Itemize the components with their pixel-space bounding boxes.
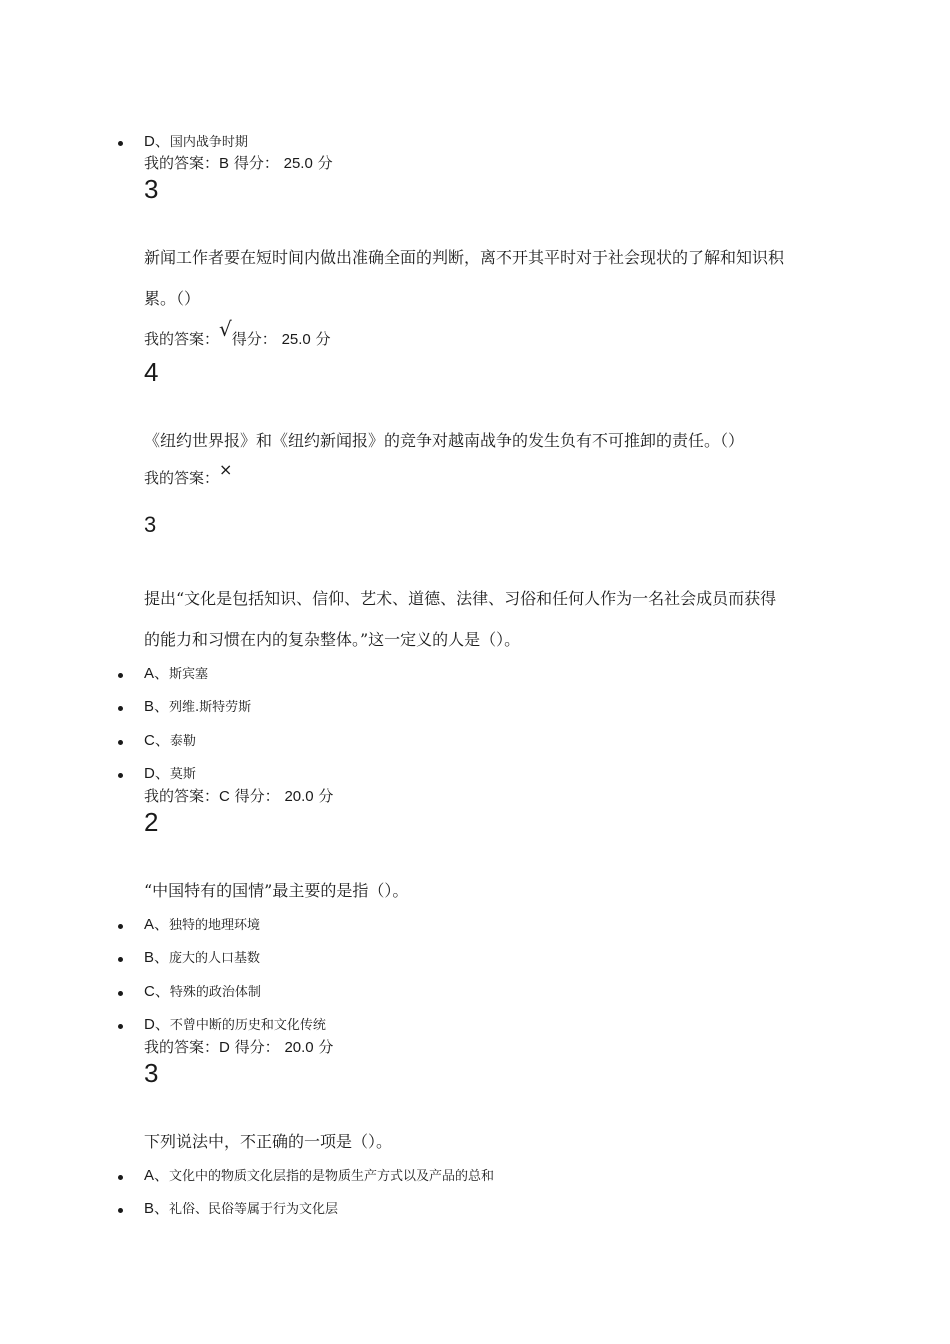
option-letter: D、 [144,1016,170,1033]
option-d [144,1013,326,1034]
score-value: 25.0 [283,155,313,172]
option-letter: D、 [144,133,170,150]
option-text: 礼俗、民俗等属于行为文化层 [169,1202,339,1217]
option-b [144,695,251,716]
score-label: 得分： [233,154,279,172]
option-letter: B、 [144,1200,170,1217]
list-bullet [118,957,123,962]
score-label: 得分： [231,330,277,348]
option-text: 斯宾塞 [169,667,209,682]
option-letter: B、 [144,949,170,966]
answer-value: D [219,1039,230,1056]
option-text: 列维.斯特劳斯 [169,700,252,715]
check-mark-icon: √ [219,317,232,341]
score-unit: 分 [318,787,334,805]
list-bullet [118,924,123,929]
question-text: 《纽约世界报》和《纽约新闻报》的竞争对越南战争的发生负有不可推卸的责任。（） [144,431,745,450]
question-number: 3 [144,512,157,537]
score-label: 得分： [234,1038,280,1056]
score-value: 25.0 [281,331,311,348]
list-bullet [118,773,123,778]
list-bullet [118,706,123,711]
answer-label: 我的答案： [144,1038,220,1056]
answer-label: 我的答案： [144,154,220,172]
list-bullet [118,673,123,678]
answer-line [144,317,331,349]
question-text: 累。（） [144,289,201,308]
option-letter: C、 [144,983,170,1000]
cross-mark-icon: × [219,460,233,479]
question-text: “中国特有的国情”最主要的是指（）。 [144,881,409,900]
option-a [144,662,208,683]
score-label: 得分： [234,787,280,805]
option-letter: C、 [144,732,170,749]
score-value: 20.0 [284,1039,314,1056]
option-text: 独特的地理环境 [169,918,261,933]
option-text: 泰勒 [169,734,196,749]
answer-line [144,460,233,488]
answer-value: C [219,788,230,805]
list-bullet [118,1175,123,1180]
question-text: 新闻工作者要在短时间内做出准确全面的判断，离不开其平时对于社会现状的了解和知识积 [144,248,785,267]
score-unit: 分 [315,330,331,348]
score-unit: 分 [317,154,333,172]
option-letter: A、 [144,665,170,682]
option-letter: D、 [144,765,170,782]
option-a [144,1164,494,1185]
answer-line [144,152,333,173]
option-text: 国内战争时期 [169,135,248,150]
option-text: 庞大的人口基数 [169,951,261,966]
answer-value: B [219,155,230,172]
question-number: 4 [144,357,159,387]
answer-line [144,1036,333,1057]
score-value: 20.0 [284,788,314,805]
option-d [144,130,248,151]
list-bullet [118,141,123,146]
option-text: 特殊的政治体制 [169,985,261,1000]
answer-label: 我的答案： [144,787,220,805]
answer-label: 我的答案： [144,330,220,348]
option-text: 莫斯 [169,767,196,782]
question-text: 提出“文化是包括知识、信仰、艺术、道德、法律、习俗和任何人作为一名社会成员而获得 [144,589,777,608]
option-letter: A、 [144,1167,170,1184]
answer-line [144,785,333,806]
option-a [144,913,260,934]
option-letter: B、 [144,698,170,715]
answer-label: 我的答案： [144,469,220,487]
option-c [144,980,261,1001]
option-b [144,946,260,967]
question-text: 下列说法中，不正确的一项是（）。 [144,1132,393,1151]
question-number: 2 [144,807,159,837]
question-number: 3 [144,1058,159,1088]
option-b [144,1197,338,1218]
option-text: 不曾中断的历史和文化传统 [169,1018,326,1033]
list-bullet [118,740,123,745]
score-unit: 分 [318,1038,334,1056]
question-text: 的能力和习惯在内的复杂整体。”这一定义的人是（）。 [144,630,521,649]
option-letter: A、 [144,916,170,933]
option-c [144,729,196,750]
list-bullet [118,1024,123,1029]
list-bullet [118,1208,123,1213]
question-number: 3 [144,174,159,204]
option-text: 文化中的物质文化层指的是物质生产方式以及产品的总和 [169,1169,495,1184]
option-d [144,762,196,783]
list-bullet [118,991,123,996]
